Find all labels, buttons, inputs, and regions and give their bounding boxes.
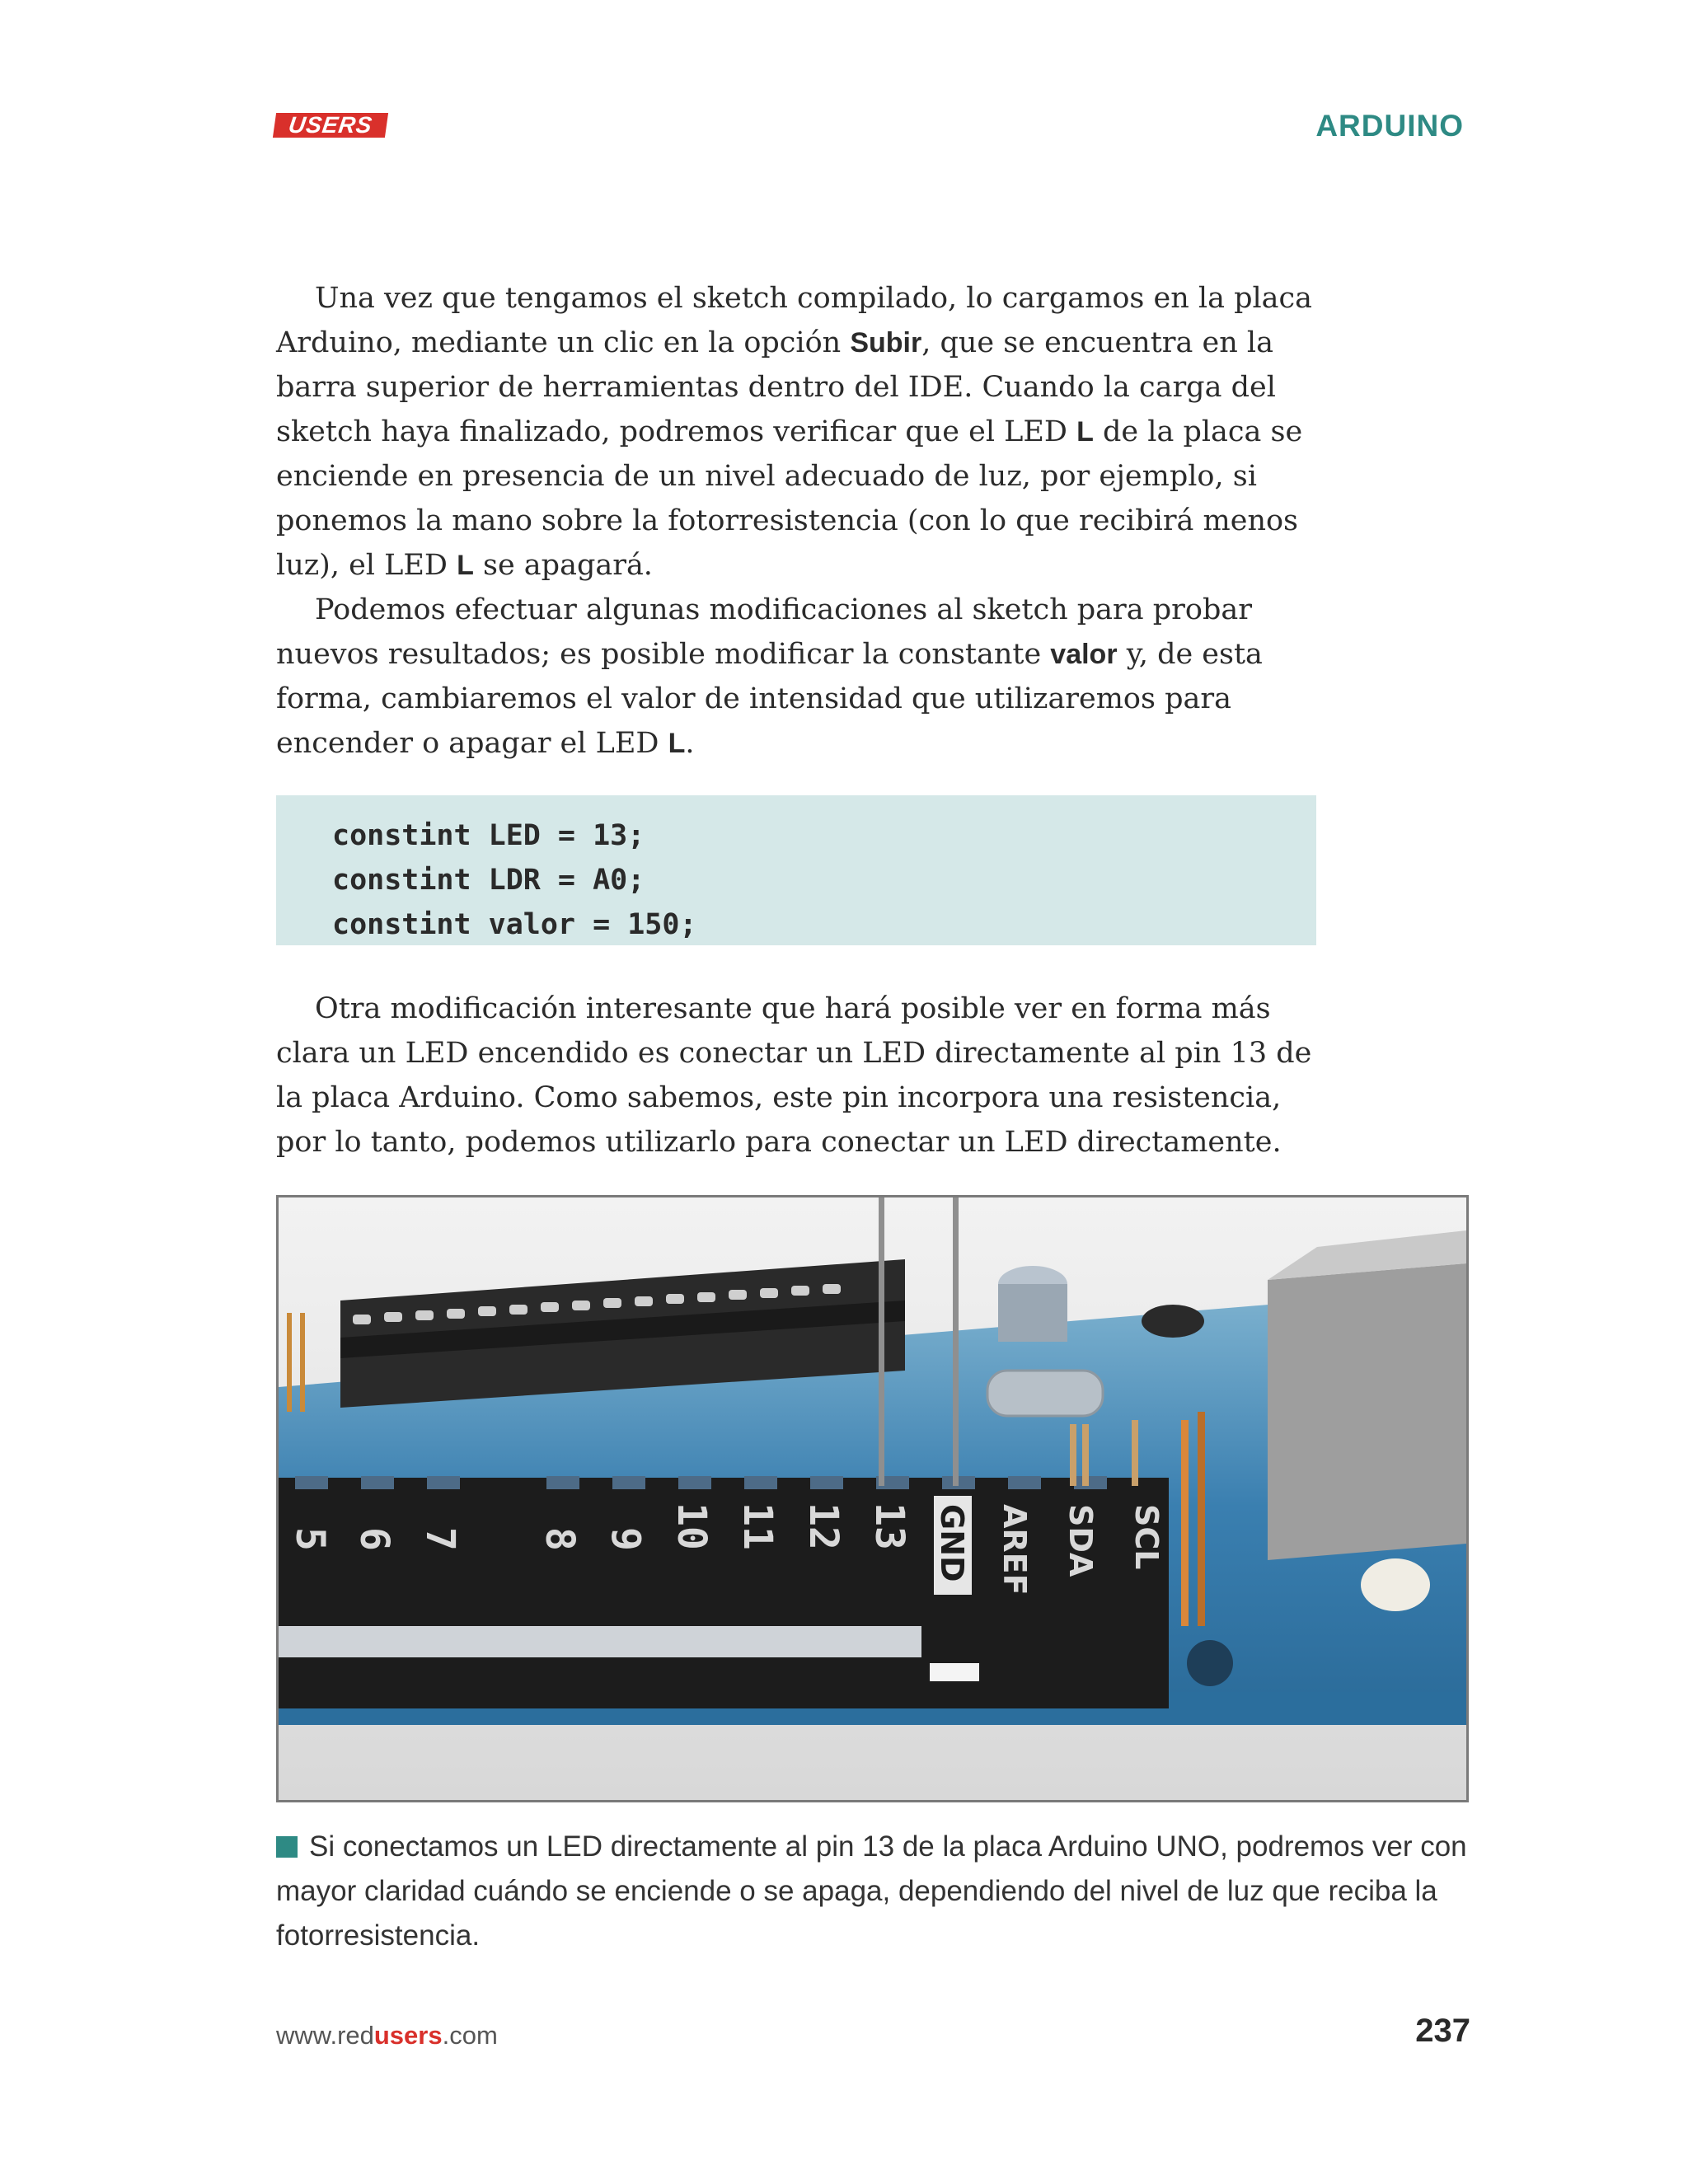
pin-label-12: 12 [800,1502,846,1550]
paragraph-3: Otra modificación interesante que hará posible ver en forma más clara un LED encendido es conectar un LED directamente al pin 13 de la placa Arduino. Como sabemos, este pin incorpora una resistencia, por lo tanto, podemos utilizarlo para conectar un LED directamente. [276,992,1312,1159]
intro-text [276,276,1327,766]
page-number: 237 [1415,2013,1470,2049]
pin-label-10: 10 [668,1502,715,1550]
arduino-board-illustration [279,1197,1466,1800]
paragraph-3-block [276,987,1327,1165]
footer-url-brand: users [373,2021,443,2050]
section-title: ARDUINO [1315,109,1464,143]
pin-label-11: 11 [734,1502,781,1550]
pin-label-aref: AREF [996,1504,1033,1596]
footer-url: www.redusers.com [276,2021,498,2050]
pin-label-9: 9 [603,1527,649,1551]
pin-label-scl: SCL [1128,1504,1165,1570]
keyword-valor: valor [1050,639,1118,670]
pin-label-7: 7 [417,1527,463,1551]
paragraph-1: Una vez que tengamos el sketch compilado, lo cargamos en la placa Arduino, mediante un clic en la opción Subir, que se encuentra en la barra superior de herramientas dentro del IDE. Cuando la carga del sketch haya finalizado, podremos verificar que el LED L de la placa se enciende en presencia de un nivel adecuado de luz, por ejemplo, si ponemos la mano sobre la fotorresistencia (con lo que recibirá menos luz), el LED L se apagará. [276,282,1313,582]
arduino-photo [276,1195,1469,1802]
paragraph-2: Podemos efectuar algunas modificaciones al sketch para probar nuevos resultados; es posible modificar la constante valor y, de esta forma, cambiaremos el valor de intensidad que utilizaremos para encender o apagar el LED L. [276,593,1263,760]
caption-bullet-icon [276,1836,298,1858]
code-line-1: constint LED = 13; [332,819,645,852]
keyword-l: L [668,728,686,759]
caption-text: Si conectamos un LED directamente al pin 13 de la placa Arduino UNO, podremos ver con mayor claridad cuándo se enciende o se apaga, dependiendo del nivel de luz que reciba la fotorresistencia. [276,1830,1467,1952]
pin-label-8: 8 [537,1527,583,1551]
figure-caption [276,1825,1471,1958]
users-logo: USERS [273,113,388,138]
code-line-3: constint valor = 150; [332,908,697,941]
keyword-subir: Subir [850,327,922,359]
pin-label-6: 6 [351,1527,397,1551]
pin-label-5: 5 [287,1527,333,1551]
code-line-2: constint LDR = A0; [332,864,645,897]
pin-label-13: 13 [866,1502,912,1550]
keyword-l: L [457,550,474,581]
keyword-l: L [1076,416,1094,448]
pin-label-gnd: GND [934,1504,970,1582]
code-block [276,795,1316,945]
pin-label-sda: SDA [1062,1504,1099,1577]
